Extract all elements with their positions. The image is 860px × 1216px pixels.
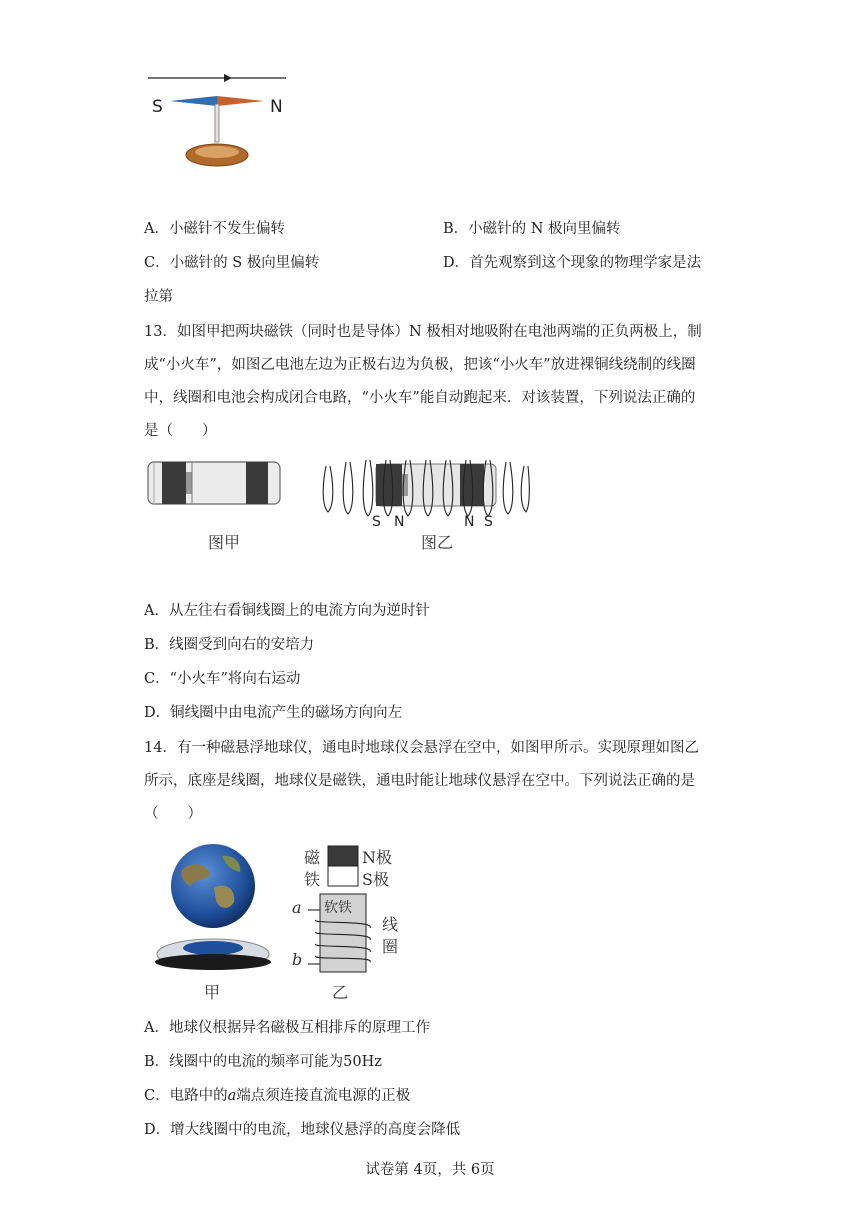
- south-pole-label: S极: [362, 870, 389, 889]
- q13-option-d: D．铜线圈中由电流产生的磁场方向向左: [144, 705, 403, 721]
- terminal-b-label: b: [292, 950, 303, 969]
- magnet-right: [246, 462, 268, 504]
- coil-pole-label: N: [464, 514, 475, 530]
- globe-base-center: [183, 941, 243, 955]
- q13-option-b: B．线圈受到向右的安培力: [144, 637, 315, 653]
- q12-option-b: B．小磁针的 N 极向里偏转: [443, 221, 621, 237]
- magnet-left-in-coil: [376, 464, 402, 506]
- q12-option-d-continued: 拉第: [144, 289, 173, 305]
- soft-iron-label: 软铁: [324, 900, 352, 916]
- coil-train-figure: [320, 456, 532, 532]
- compass-figure: [140, 68, 300, 176]
- q12-option-c: C．小磁针的 S 极向里偏转: [144, 255, 320, 271]
- q14-option-c: [144, 1086, 410, 1106]
- q13-stem-line: 13．如图甲把两块磁铁（同时也是导体）N 极相对地吸附在电池两端的正负两极上，制: [144, 324, 702, 340]
- globe-base-bottom: [155, 954, 271, 970]
- needle-stand: [215, 104, 219, 142]
- needle-north-half: [217, 96, 264, 106]
- magnet-label: 铁: [304, 870, 321, 889]
- coil-label: 线: [382, 915, 399, 934]
- q14-stem-line: （ ）: [144, 806, 202, 822]
- pole-label-s: S: [152, 97, 163, 117]
- q14-caption-right: 乙: [332, 983, 349, 1002]
- coil-diagram-figure: [286, 842, 416, 982]
- q13-option-c: C．“小火车”将向右运动: [144, 671, 301, 687]
- battery-terminal: [186, 472, 192, 494]
- battery-train-figure: [144, 458, 284, 508]
- q14-option-c-terminal: a: [227, 1088, 237, 1104]
- q14-option-c-start: C．电路中的: [144, 1088, 228, 1104]
- current-arrow-icon: [224, 74, 232, 82]
- coil-pole-label: N: [394, 514, 405, 530]
- q13-stem-line: 成“小火车”，如图乙电池左边为正极右边为负极，把该“小火车”放进裸铜线绕制的线圈: [144, 357, 696, 373]
- coil-label: 圈: [382, 937, 399, 956]
- q13-option-a: A．从左往右看铜线圈上的电流方向为逆时针: [144, 603, 430, 619]
- q12-option-a: A．小磁针不发生偏转: [144, 221, 285, 237]
- coil-pole-label: S: [372, 514, 381, 530]
- needle-south-half: [170, 96, 217, 106]
- q14-option-c-end: 端点须连接直流电源的正极: [236, 1088, 411, 1104]
- magnet-label: 磁: [304, 848, 321, 867]
- q14-option-d: D．增大线圈中的电流，地球仪悬浮的高度会降低: [144, 1122, 461, 1138]
- page-footer: 试卷第 4页，共 6页: [365, 1162, 495, 1178]
- north-pole-label: N极: [362, 848, 393, 867]
- magnet-north-block: [328, 846, 358, 866]
- q14-option-a: A．地球仪根据异名磁极互相排斥的原理工作: [144, 1020, 430, 1036]
- levitating-globe-figure: [152, 842, 274, 974]
- q13-stem-line: 是（ ）: [144, 423, 217, 439]
- globe-sphere: [171, 844, 255, 928]
- q12-option-d: D．首先观察到这个现象的物理学家是法: [443, 255, 702, 271]
- q14-option-b: B．线圈中的电流的频率可能为50Hz: [144, 1054, 382, 1070]
- q14-stem-line: 14．有一种磁悬浮地球仪，通电时地球仪会悬浮在空中，如图甲所示。实现原理如图乙: [144, 740, 699, 756]
- q14-caption-left: 甲: [204, 983, 221, 1002]
- q13-caption-right: 图乙: [421, 533, 454, 552]
- coil-pole-label: S: [484, 514, 493, 530]
- pole-label-n: N: [270, 97, 283, 117]
- magnet-left: [162, 462, 186, 504]
- terminal-a-label: a: [292, 898, 302, 917]
- q13-caption-left: 图甲: [208, 533, 241, 552]
- magnet-south-block: [328, 866, 358, 886]
- q14-stem-line: 所示，底座是线圈，地球仪是磁铁，通电时能让地球仪悬浮在空中。下列说法正确的是: [144, 773, 695, 789]
- compass-base-top: [195, 146, 239, 158]
- q13-stem-line: 中，线圈和电池会构成闭合电路，“小火车”能自动跑起来．对该装置，下列说法正确的: [144, 390, 696, 406]
